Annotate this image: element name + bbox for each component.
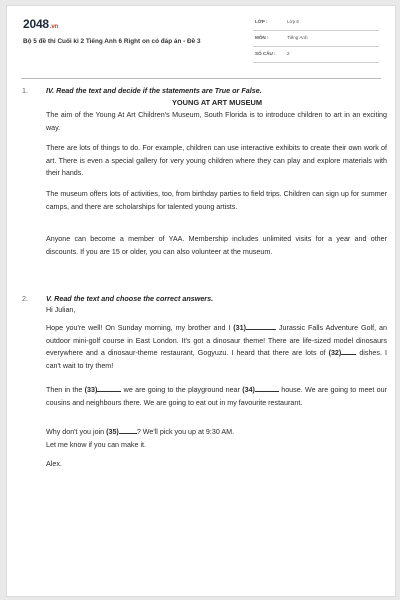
question-marker: (32) <box>328 349 342 358</box>
reading-paragraph: Anyone can become a member of YAA. Membership includes unlimited visits for a year and other discounts. If you are 15 or older, you can also volunteer at the museum. <box>46 235 387 256</box>
letter-line <box>46 427 234 436</box>
letter-paragraph <box>46 384 387 409</box>
answer-blank[interactable] <box>246 323 276 330</box>
answer-blank[interactable] <box>119 427 137 434</box>
question-marker: (34) <box>242 386 255 394</box>
answer-blank[interactable] <box>255 385 279 392</box>
answer-blank[interactable] <box>97 385 121 392</box>
header-divider <box>21 78 381 79</box>
letter-paragraph <box>46 322 387 372</box>
section-instruction: V. Read the text and choose the correct answers. <box>46 294 214 303</box>
reading-paragraph: The museum offers lots of activities, too, from birthday parties to field trips. Children can sign up for summer camps, and there are scholarships for talented young artists. <box>46 190 387 211</box>
logo-text: 2048 <box>23 17 49 31</box>
text-span: Hope you're well! On Sunday morning, my brother and I <box>46 324 234 332</box>
document-page <box>6 5 396 597</box>
text-span: house. We are going to meet our cousins and neighbours there. We are going to eat out in my favourite restaurant. <box>46 386 387 407</box>
text-span: we are going to the playground near <box>121 386 243 394</box>
meta-row-class <box>253 16 379 31</box>
page-header <box>7 6 395 70</box>
reading-title: YOUNG AT ART MUSEUM <box>171 98 263 107</box>
meta-value: Lớp 6 <box>287 19 299 24</box>
meta-key: SỐ CÂU : <box>255 51 276 56</box>
reading-paragraph: There are lots of things to do. For example, children can use interactive exhibits to create their own work of art. There is even a special gallery for very young children where they can play and explore materials with their hands. <box>46 144 387 178</box>
section-instruction: IV. Read the text and decide if the statements are True or False. <box>46 86 262 95</box>
question-number: 1. <box>22 86 28 95</box>
question-marker: (31) <box>233 324 246 332</box>
meta-value: 2 <box>287 51 290 56</box>
question-number: 2. <box>22 294 28 303</box>
text-span: Why don't you join <box>46 428 107 436</box>
text-span: dishes. I can't wait to try them! <box>46 349 387 370</box>
question-marker: (33) <box>84 386 98 394</box>
meta-row-question-count <box>253 48 379 63</box>
letter-signature: Alex. <box>46 460 62 468</box>
text-span: Then in the <box>46 386 85 394</box>
meta-row-subject <box>253 32 379 47</box>
reading-paragraph: The aim of the Young At Art Children's Museum, South Florida is to introduce children to art in an exciting way. <box>46 111 387 132</box>
text-span: Jurassic Falls Adventure Golf, an outdoor mini-golf course in East London. It's got a dinosaur theme! There are life-sized model dinosaurs everywhere and a dinosaur-theme restaurant, Gogyuzu. I heard that there are lots of <box>46 324 387 358</box>
letter-greeting: Hi Julian, <box>46 306 76 314</box>
site-logo[interactable] <box>23 17 58 31</box>
meta-key: LỚP : <box>255 19 268 24</box>
text-span: ? We'll pick you up at 9:30 AM. <box>136 428 235 436</box>
logo-suffix: .vn <box>49 24 58 30</box>
document-title: Bộ 5 đề thi Cuối kì 2 Tiếng Anh 6 Right on có đáp án - Đề 3 <box>23 38 201 45</box>
answer-blank[interactable] <box>341 348 356 355</box>
meta-key: MÔN : <box>255 35 269 40</box>
question-marker: (35) <box>106 428 119 436</box>
letter-closing: Let me know if you can make it. <box>46 441 147 449</box>
meta-value: Tiếng Anh <box>287 35 308 40</box>
